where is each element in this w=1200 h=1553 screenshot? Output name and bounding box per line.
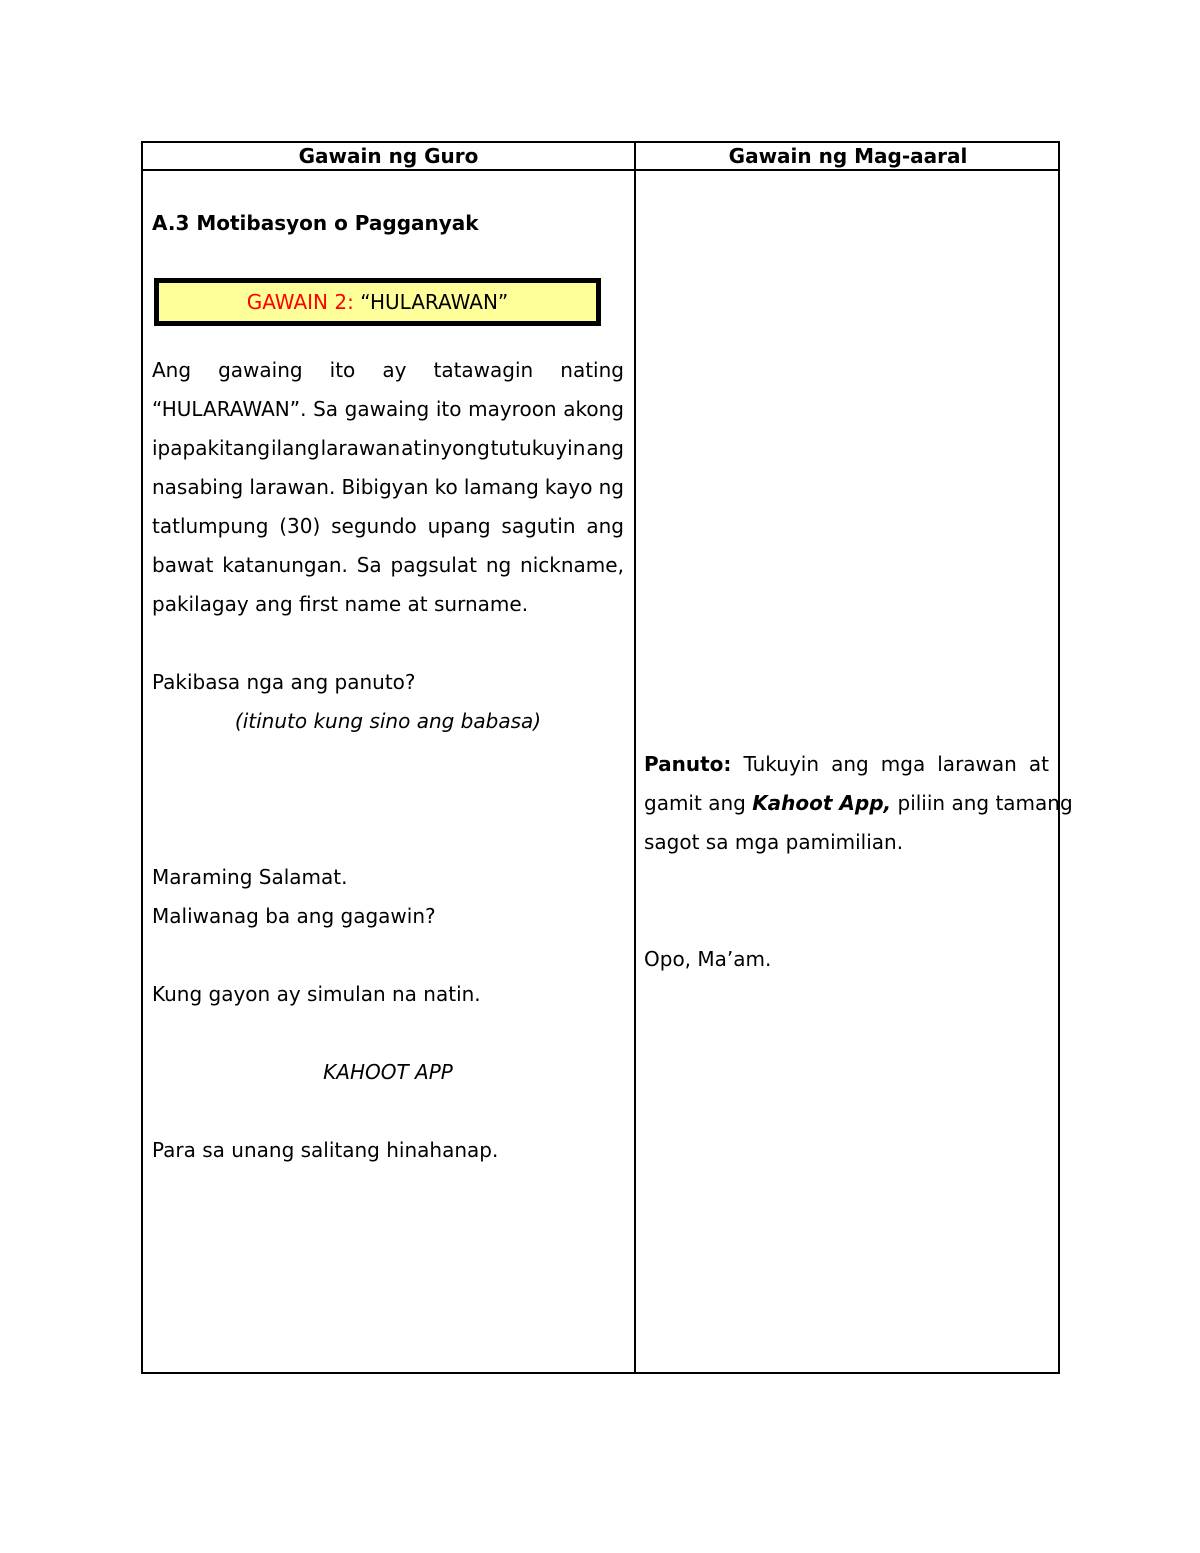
paragraph-word: Ang [152,358,192,382]
paragraph-line [152,429,624,468]
student-word: at [1028,752,1049,776]
section-title: A.3 Motibasyon o Pagganyak [152,211,479,235]
paragraph-word: katanungan. [222,553,348,577]
paragraph-word: tutukuyin [490,436,586,460]
paragraph-line [152,390,624,429]
paragraph-word: ko [434,475,458,499]
paragraph-word: “HULARAWAN”. [152,397,307,421]
paragraph-word: tatlumpung [152,514,269,538]
paragraph-word: ng [598,475,624,499]
paragraph-word: Bibigyan [341,475,429,499]
student-line-3: sagot sa mga pamimilian. [644,830,904,854]
header-teacher: Gawain ng Guro [298,144,479,168]
paragraph-word: ilang [270,436,320,460]
column-divider [634,143,636,1372]
student-answer: Opo, Ma’am. [644,947,772,971]
paragraph-word: ito [329,358,356,382]
paragraph-last-line: pakilagay ang first name at surname. [152,592,529,616]
instruction-paragraph [152,351,624,624]
paragraph-word: larawan [320,436,401,460]
lesson-table [141,141,1073,1374]
student-line-2-post: piliin ang tamang [891,791,1073,815]
paragraph-word: ang [586,436,624,460]
paragraph-word: nasabing [152,475,244,499]
activity-title: “HULARAWAN” [360,290,509,314]
reader-note: (itinuto kung sino ang babasa) [234,709,542,733]
student-line-2 [644,784,1073,823]
paragraph-word: tatawagin [433,358,534,382]
paragraph-word: ng [485,553,512,577]
first-word-text: Para sa unang salitang hinahanap. [152,1138,499,1162]
paragraph-word: Sa [356,553,382,577]
paragraph-word: ang [586,514,624,538]
paragraph-word: lamang [463,475,539,499]
activity-label: GAWAIN 2: [246,290,354,314]
paragraph-word: mayroon [468,397,557,421]
paragraph-word: ay [382,358,407,382]
paragraph-line [152,468,624,507]
paragraph-word: gawaing [344,397,430,421]
paragraph-line [152,507,624,546]
paragraph-word: Sa [313,397,339,421]
app-name: KAHOOT APP [323,1060,453,1084]
paragraph-word: kayo [544,475,593,499]
paragraph-line [152,351,624,390]
paragraph-word: gawaing [218,358,303,382]
header-divider [143,169,1058,171]
paragraph-word: ipapakitang [152,436,271,460]
paragraph-word: akong [563,397,624,421]
student-word: larawan [937,752,1017,776]
paragraph-word: inyong [422,436,490,460]
paragraph-word: nickname, [520,553,624,577]
paragraph-word: larawan. [249,475,336,499]
paragraph-word: (30) [279,514,321,538]
student-word: mga [880,752,926,776]
student-word: ang [831,752,869,776]
kahoot-app-emphasis: Kahoot App, [752,791,892,815]
paragraph-word: nating [560,358,624,382]
clarity-question: Maliwanag ba ang gagawin? [152,904,436,928]
panuto-label: Panuto: [644,752,732,776]
header-student: Gawain ng Mag-aaral [728,144,968,168]
start-text: Kung gayon ay simulan na natin. [152,982,481,1006]
activity-banner [154,278,601,326]
read-request: Pakibasa nga ang panuto? [152,670,416,694]
paragraph-line [152,546,624,585]
student-word: Tukuyin [743,752,820,776]
paragraph-word: upang [427,514,491,538]
paragraph-word: bawat [152,553,214,577]
paragraph-word: sagutin [501,514,576,538]
student-line-2-pre: gamit ang [644,791,753,815]
student-line-1 [644,745,1049,784]
student-instructions [644,745,1073,862]
paragraph-word: ito [435,397,462,421]
paragraph-word: segundo [331,514,417,538]
paragraph-word: pagsulat [390,553,477,577]
thanks-text: Maraming Salamat. [152,865,348,889]
paragraph-word: at [401,436,422,460]
